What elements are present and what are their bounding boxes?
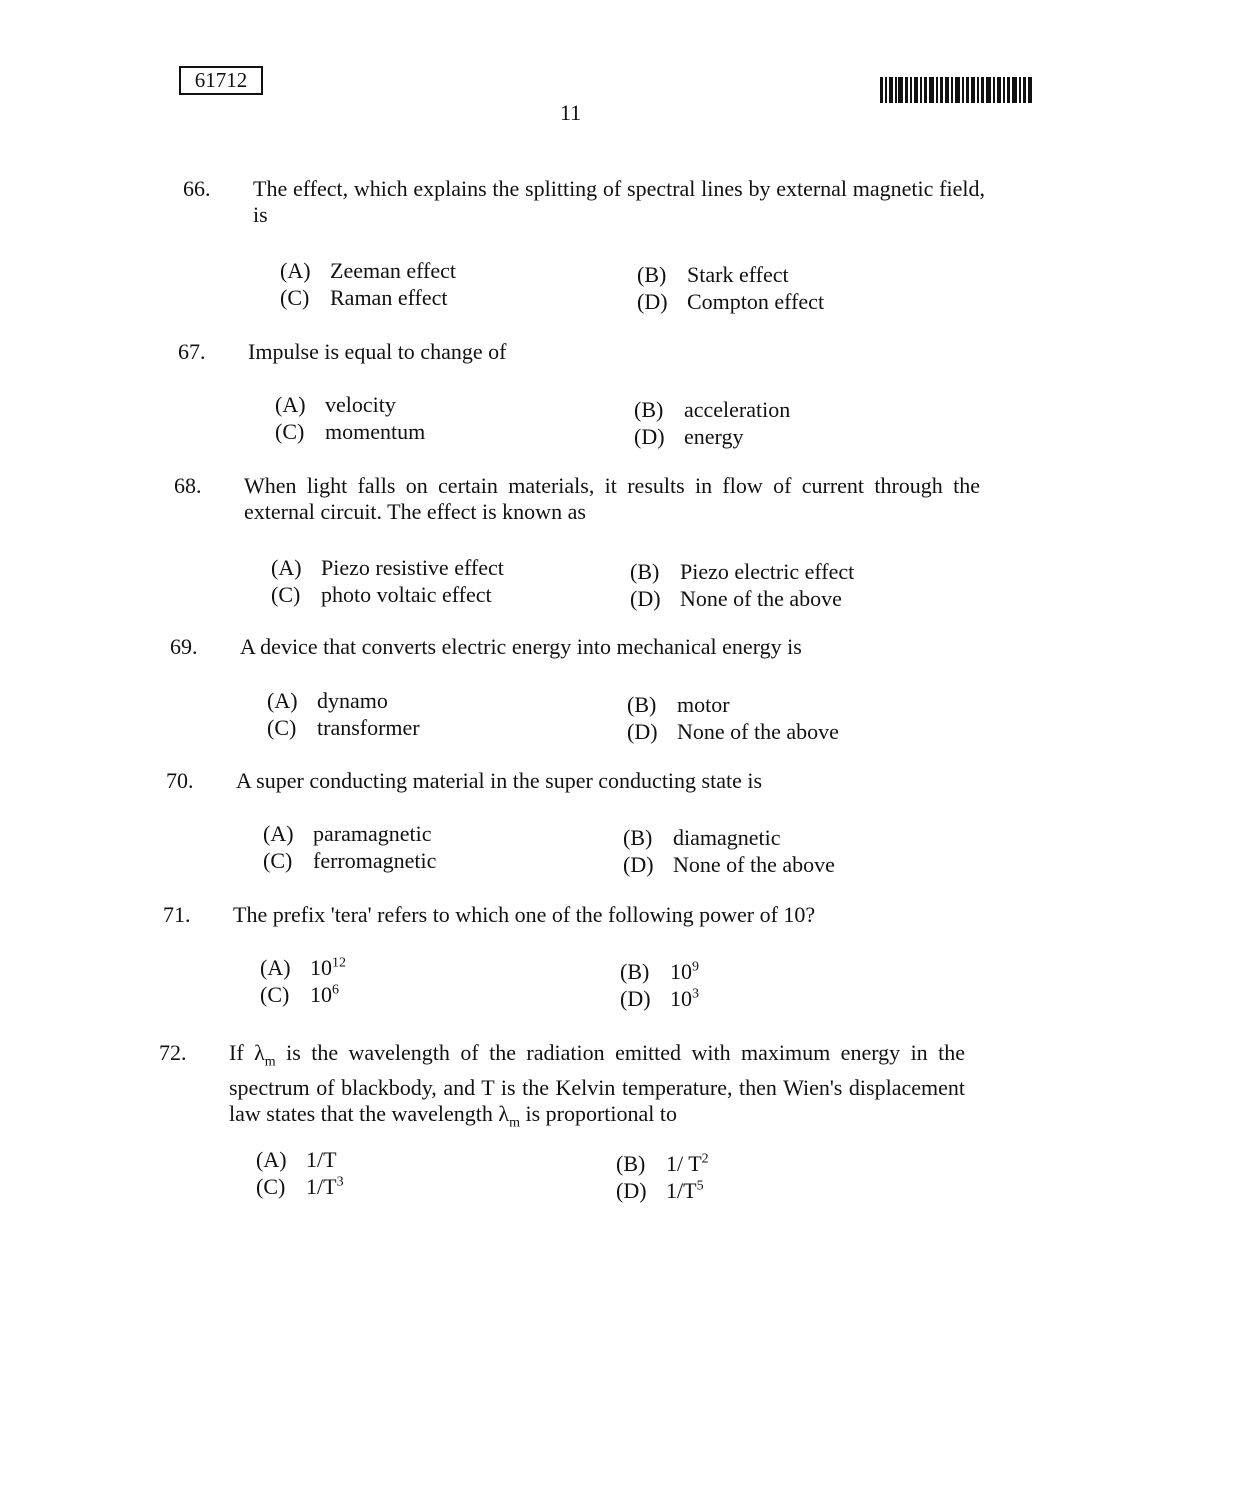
question-72 bbox=[0, 1040, 1241, 1210]
option-c[interactable]: (C) $10^6$ bbox=[260, 982, 339, 1007]
option-d[interactable]: (D) None of the above bbox=[630, 586, 842, 611]
question-text: The effect, which explains the splitting of spectral lines by external magnetic field, is bbox=[253, 176, 985, 227]
question-number: 69. bbox=[170, 634, 198, 659]
option-c[interactable]: (C) Raman effect bbox=[280, 285, 448, 310]
option-b[interactable]: (B) $10^9$ bbox=[620, 959, 699, 984]
option-d[interactable]: (D) None of the above bbox=[627, 719, 839, 744]
paper-code: 61712 bbox=[179, 66, 263, 95]
option-a[interactable]: (A) Zeeman effect bbox=[280, 258, 457, 283]
option-c[interactable]: (C) $1/T^3$ bbox=[256, 1174, 344, 1199]
option-d[interactable]: (D) Compton effect bbox=[637, 289, 825, 314]
question-68 bbox=[0, 473, 1241, 613]
option-c[interactable]: (C) ferromagnetic bbox=[263, 848, 437, 873]
question-number: 67. bbox=[178, 339, 206, 364]
option-b[interactable]: (B) diamagnetic bbox=[623, 825, 781, 850]
question-69 bbox=[0, 634, 1241, 746]
question-67 bbox=[0, 339, 1241, 451]
option-b[interactable]: (B) 1/ $T^2$ bbox=[616, 1151, 709, 1176]
option-b[interactable]: (B) Stark effect bbox=[637, 262, 789, 287]
question-text: A device that converts electric energy into mechanical energy is bbox=[240, 634, 802, 659]
question-text: Impulse is equal to change of bbox=[248, 339, 507, 364]
option-c[interactable]: (C) photo voltaic effect bbox=[271, 582, 492, 607]
option-c[interactable]: (C) transformer bbox=[267, 715, 420, 740]
barcode-icon bbox=[880, 77, 1032, 103]
option-d[interactable]: (D) $1/T^5$ bbox=[616, 1178, 704, 1203]
question-number: 66. bbox=[183, 176, 211, 201]
option-a[interactable]: (A) Piezo resistive effect bbox=[271, 555, 504, 580]
option-d[interactable]: (D) None of the above bbox=[623, 852, 835, 877]
question-71 bbox=[0, 902, 1241, 1014]
option-b[interactable]: (B) motor bbox=[627, 692, 730, 717]
question-number: 72. bbox=[159, 1040, 187, 1065]
page-number: 11 bbox=[560, 100, 582, 125]
option-a[interactable]: (A) dynamo bbox=[267, 688, 388, 713]
option-d[interactable]: (D) energy bbox=[634, 424, 744, 449]
question-text: A super conducting material in the super conducting state is bbox=[236, 768, 763, 793]
question-text: When light falls on certain materials, it results in flow of current through the external circuit. The effect is known as bbox=[244, 473, 980, 524]
option-a[interactable]: (A) paramagnetic bbox=[263, 821, 432, 846]
option-a[interactable]: (A) $10^{12}$ bbox=[260, 955, 346, 980]
option-a[interactable]: (A) 1/T bbox=[256, 1147, 337, 1172]
question-66 bbox=[0, 176, 1241, 316]
option-a[interactable]: (A) velocity bbox=[275, 392, 396, 417]
question-70 bbox=[0, 768, 1241, 880]
question-number: 71. bbox=[163, 902, 191, 927]
question-number: 70. bbox=[166, 768, 194, 793]
question-text: If $\lambda_m$ is the wavelength of the radiation emitted with maximum energy in the spectrum of blackbody, and T is the Kelvin temperature, then Wien's displacement law states that the wavelength $\lambda_m$ is proportional to bbox=[229, 1040, 965, 1131]
option-c[interactable]: (C) momentum bbox=[275, 419, 426, 444]
option-b[interactable]: (B) Piezo electric effect bbox=[630, 559, 855, 584]
option-d[interactable]: (D) $10^3$ bbox=[620, 986, 699, 1011]
question-text: The prefix 'tera' refers to which one of the following power of 10? bbox=[233, 902, 816, 927]
option-b[interactable]: (B) acceleration bbox=[634, 397, 791, 422]
question-number: 68. bbox=[174, 473, 202, 498]
